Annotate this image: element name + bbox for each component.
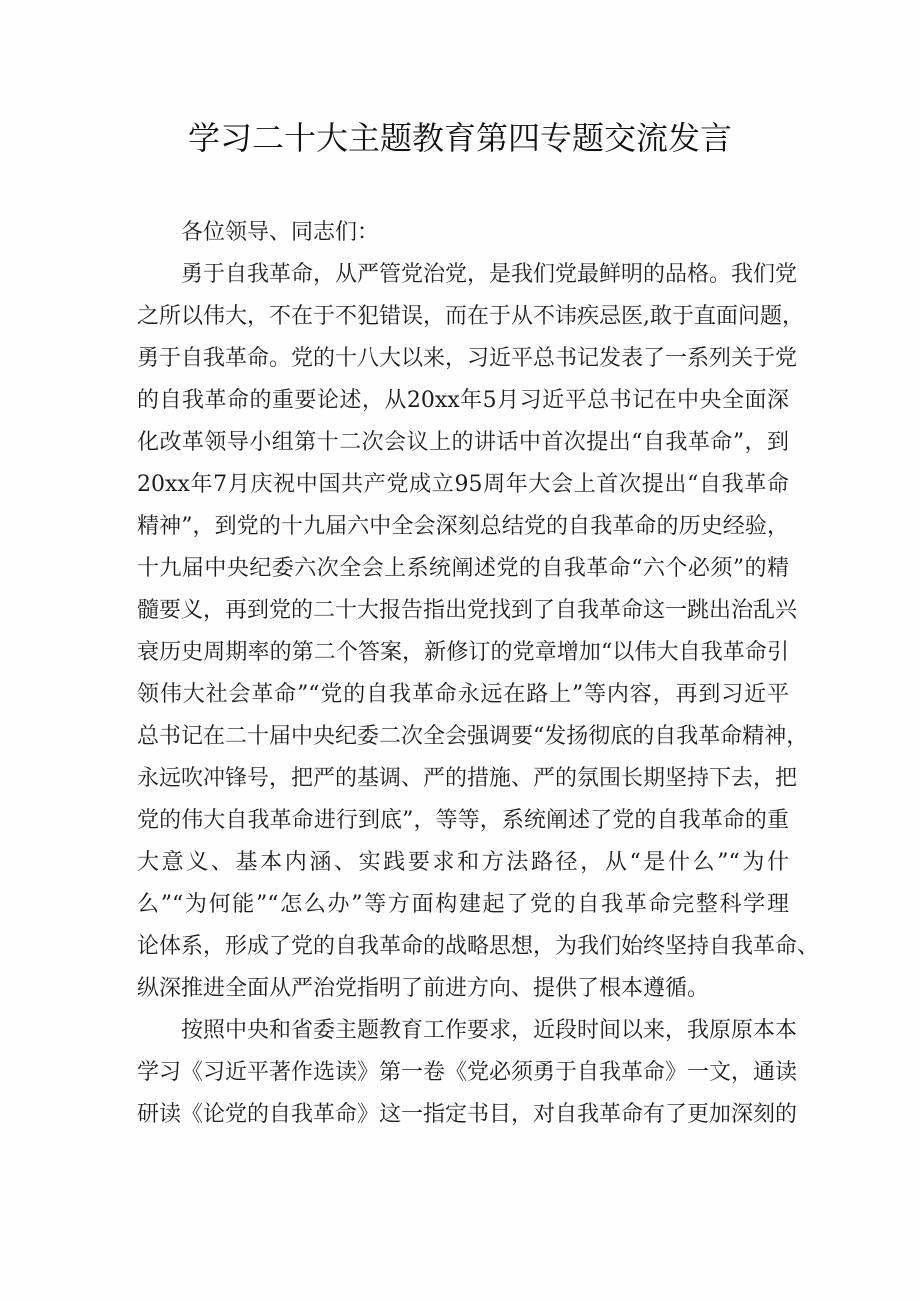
paragraph-line: 永远吹冲锋号，把严的基调、严的措施、严的氛围长期坚持下去，把 (137, 766, 798, 791)
paragraph-line: 大意义、基本内涵、实践要求和方法路径，从“是什么”“为什 (137, 850, 789, 875)
paragraph-line: 20xx年7月庆祝中国共产党成立95周年大会上首次提出“自我革命 (137, 472, 789, 497)
paragraph-line: 纵深推进全面从严治党指明了前进方向、提供了根本遵循。 (137, 976, 710, 1001)
paragraph-line: 总书记在二十届中央纪委二次全会强调要“发扬彻底的自我革命精神， (137, 724, 809, 749)
paragraph-line: 十九届中央纪委六次全会上系统阐述党的自我革命“六个必须”的精 (137, 556, 789, 581)
paragraph-line: 论体系，形成了党的自我革命的战略思想，为我们始终坚持自我革命、 (137, 934, 820, 959)
paragraph-line: 按照中央和省委主题教育工作要求，近段时间以来，我原原本本 (181, 1018, 798, 1043)
salutation: 各位领导、同志们： (181, 220, 380, 245)
paragraph-line: 领伟大社会革命”“党的自我革命永远在路上”等内容，再到习近平 (137, 682, 789, 707)
paragraph-line: 勇于自我革命，从严管党治党，是我们党最鲜明的品格。我们党 (181, 262, 798, 287)
paragraph-line: 研读《论党的自我革命》这一指定书目，对自我革命有了更加深刻的 (137, 1102, 798, 1127)
document-body (137, 212, 820, 1136)
paragraph-line: 么”“为何能”“怎么办”等方面构建起了党的自我革命完整科学理 (137, 892, 789, 917)
paragraph-2 (137, 1010, 798, 1136)
paragraph-line: 衰历史周期率的第二个答案，新修订的党章增加“以伟大自我革命引 (137, 640, 789, 665)
paragraph-line: 化改革领导小组第十二次会议上的讲话中首次提出“自我革命”，到 (137, 430, 789, 455)
paragraph-line: 髓要义，再到党的二十大报告指出党找到了自我革命这一跳出治乱兴 (137, 598, 798, 623)
paragraph-line: 勇于自我革命。党的十八大以来，习近平总书记发表了一系列关于党 (137, 346, 798, 371)
paragraph-line: 之所以伟大，不在于不犯错误，而在于从不讳疾忌医,敢于直面问题， (137, 304, 804, 329)
paragraph-1 (137, 254, 820, 1010)
document-title: 学习二十大主题教育第四专题交流发言 (187, 119, 732, 157)
paragraph-line: 党的伟大自我革命进行到底”，等等，系统阐述了党的自我革命的重 (137, 808, 789, 833)
paragraph-line: 的自我革命的重要论述，从20xx年5月习近平总书记在中央全面深 (137, 388, 789, 413)
paragraph-line: 精神”，到党的十九届六中全会深刻总结党的自我革命的历史经验， (137, 514, 789, 539)
paragraph-line: 学习《习近平著作选读》第一卷《党必须勇于自我革命》一文，通读 (137, 1060, 798, 1085)
